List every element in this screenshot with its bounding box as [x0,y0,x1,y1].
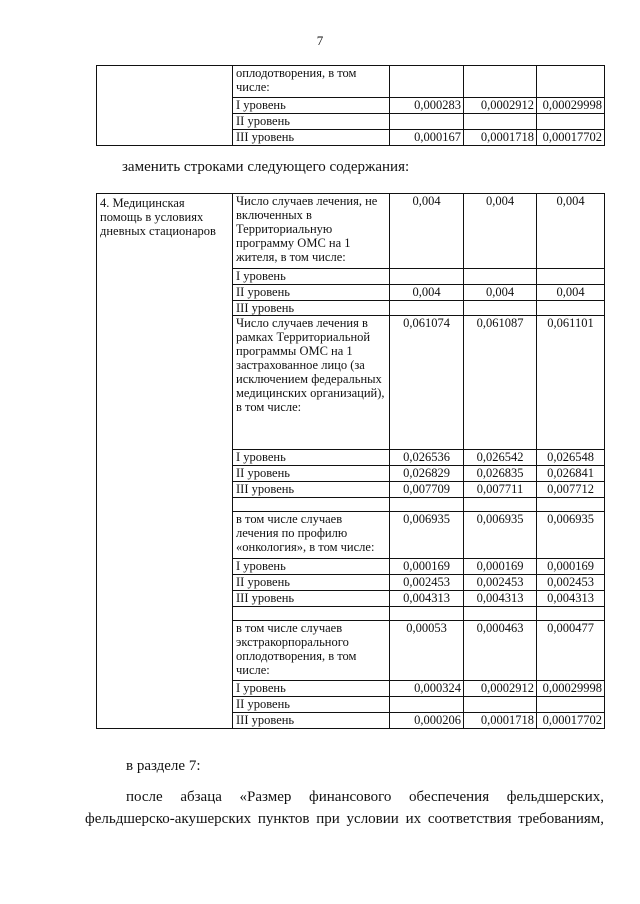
section-title: 4. Медицинская помощь в условиях дневных стационаров [97,194,233,729]
row-label: I уровень [233,681,390,697]
value-cell: 0,000169 [464,559,537,575]
section-7-heading: в разделе 7: [126,758,201,774]
value-cell: 0,002453 [390,575,464,591]
row-label: II уровень [233,285,390,301]
value-cell: 0,006935 [464,512,537,559]
value-cell [464,607,537,621]
row-label: I уровень [233,269,390,285]
value-cell: 0,004313 [390,591,464,607]
row-label [233,607,390,621]
value-cell: 0,004313 [537,591,605,607]
value-cell: 0,0002912 [464,98,537,114]
value-cell: 0,026548 [537,450,605,466]
value-cell: 0,007709 [390,482,464,498]
value-cell [537,697,605,713]
value-cell: 0,0001718 [464,713,537,729]
previous-table-fragment [96,65,605,146]
value-cell: 0,006935 [537,512,605,559]
value-cell: 0,004 [390,285,464,301]
paragraph-line: после абзаца «Размер финансового обеспечения фельдшерских, [126,789,604,805]
value-cell: 0,061074 [390,316,464,450]
value-cell: 0,004 [464,285,537,301]
value-cell: 0,000169 [390,559,464,575]
value-cell [464,301,537,316]
row-label: Число случаев лечения, не включенных в Территориальную программу ОМС на 1 жителя, в том числе: [233,194,390,269]
row-label: II уровень [233,466,390,482]
value-cell: 0,0002912 [464,681,537,697]
row-label: III уровень [233,130,390,146]
day-hospital-table [96,193,605,729]
row-label: III уровень [233,713,390,729]
row-label: в том числе случаев экстракорпорального оплодотворения, в том числе: [233,621,390,681]
value-cell: 0,026829 [390,466,464,482]
row-label: II уровень [233,575,390,591]
value-cell [390,498,464,512]
value-cell: 0,026536 [390,450,464,466]
value-cell [537,301,605,316]
value-cell [464,697,537,713]
value-cell: 0,061087 [464,316,537,450]
value-cell: 0,00017702 [537,130,605,146]
value-cell: 0,000169 [537,559,605,575]
value-cell: 0,0001718 [464,130,537,146]
row-label: II уровень [233,114,390,130]
row-label: I уровень [233,450,390,466]
value-cell: 0,000463 [464,621,537,681]
page-number: 7 [316,33,324,48]
value-cell [390,697,464,713]
value-cell: 0,000283 [390,98,464,114]
value-cell [390,301,464,316]
value-cell: 0,00029998 [537,98,605,114]
value-cell: 0,004 [390,194,464,269]
row-label: III уровень [233,301,390,316]
row-label: Число случаев лечения в рамках Территориальной программы ОМС на 1 застрахованное лицо (за исключением федеральных медицинских организаций), в том числе: [233,316,390,450]
value-cell: 0,00029998 [537,681,605,697]
row-label: III уровень [233,591,390,607]
value-cell [464,498,537,512]
row-label: I уровень [233,559,390,575]
value-cell: 0,007712 [537,482,605,498]
value-cell [537,66,605,98]
table-cell [97,66,233,146]
value-cell: 0,026841 [537,466,605,482]
value-cell [537,269,605,285]
value-cell: 0,000206 [390,713,464,729]
value-cell [537,498,605,512]
row-label: II уровень [233,697,390,713]
value-cell: 0,004 [537,194,605,269]
value-cell: 0,004 [537,285,605,301]
value-cell [390,114,464,130]
value-cell: 0,000477 [537,621,605,681]
row-label: в том числе случаев лечения по профилю «онкология», в том числе: [233,512,390,559]
value-cell [537,114,605,130]
value-cell: 0,004313 [464,591,537,607]
row-label: оплодотворения, в том числе: [233,66,390,98]
value-cell: 0,000324 [390,681,464,697]
value-cell [390,66,464,98]
value-cell: 0,026835 [464,466,537,482]
value-cell: 0,00017702 [537,713,605,729]
value-cell: 0,002453 [537,575,605,591]
value-cell [464,66,537,98]
row-label: III уровень [233,482,390,498]
value-cell: 0,007711 [464,482,537,498]
value-cell: 0,000167 [390,130,464,146]
value-cell [537,607,605,621]
value-cell: 0,00053 [390,621,464,681]
value-cell: 0,006935 [390,512,464,559]
value-cell [464,114,537,130]
value-cell: 0,061101 [537,316,605,450]
value-cell [464,269,537,285]
value-cell: 0,026542 [464,450,537,466]
value-cell: 0,002453 [464,575,537,591]
value-cell [390,607,464,621]
value-cell: 0,004 [464,194,537,269]
row-label: I уровень [233,98,390,114]
replace-instruction: заменить строками следующего содержания: [122,159,410,175]
value-cell [390,269,464,285]
paragraph-line: фельдшерско-акушерских пунктов при условии их соответствия требованиям, [85,811,604,827]
row-label [233,498,390,512]
